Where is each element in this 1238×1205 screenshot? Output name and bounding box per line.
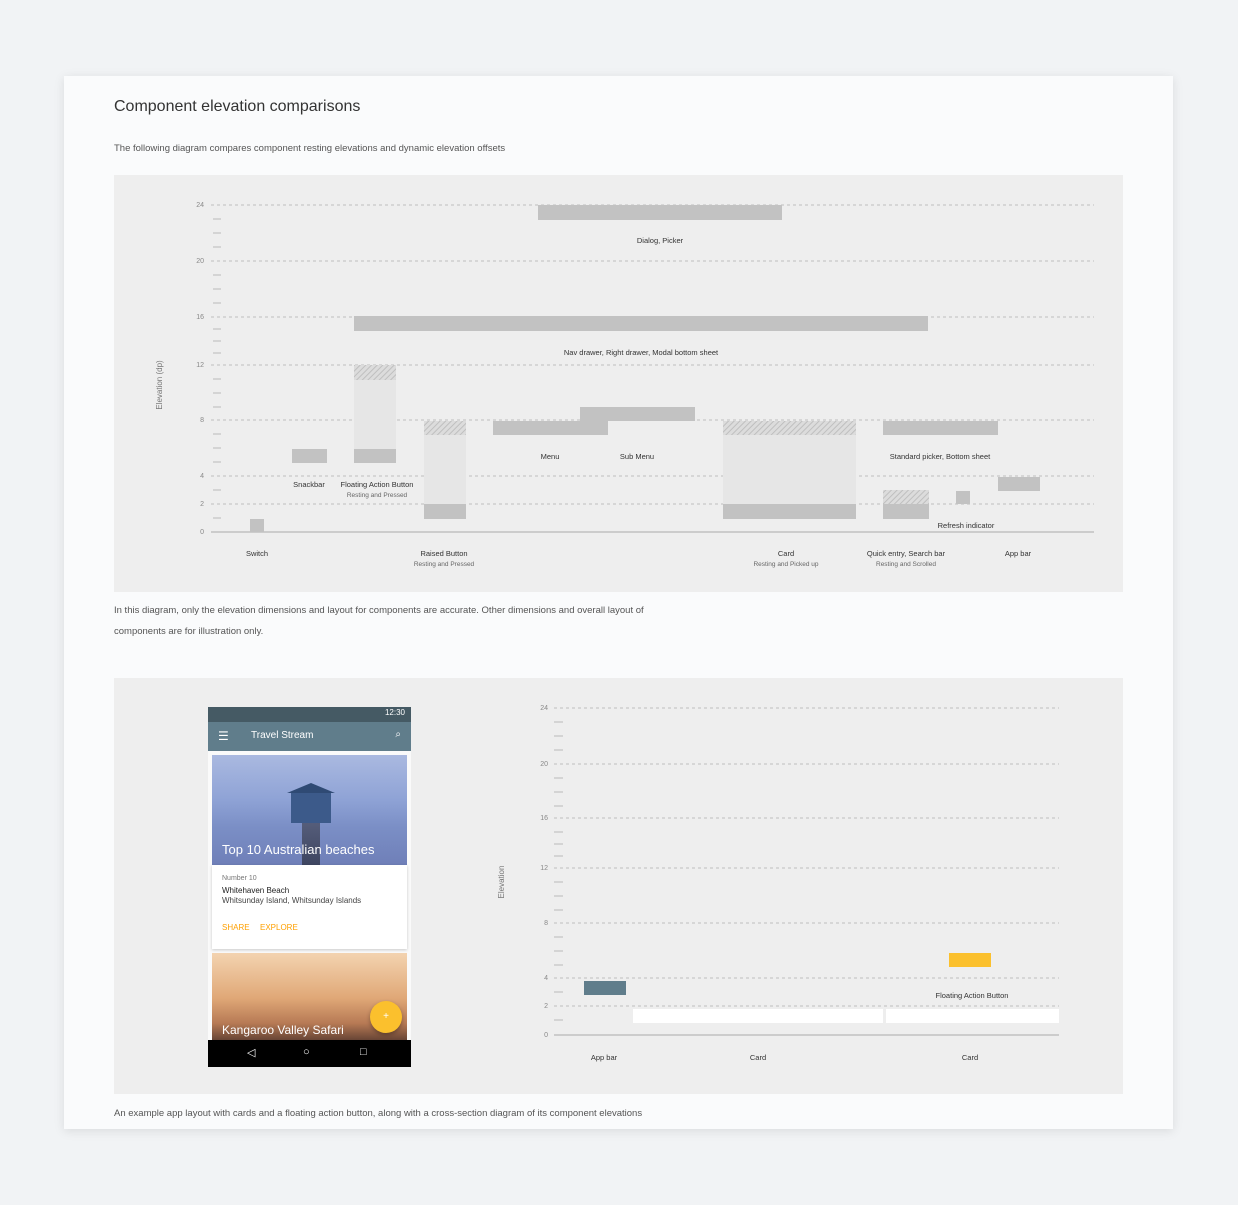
bar-bottom-sheet — [883, 421, 998, 435]
x-label-card: Card — [777, 549, 795, 558]
y-tick: 24 — [196, 202, 204, 209]
share-button[interactable]: SHARE — [222, 923, 250, 932]
annotation-fab: Floating Action Button — [340, 480, 414, 489]
status-time: 12:30 — [384, 708, 405, 717]
x-label-2-card: Card — [749, 1053, 767, 1062]
bar-fab-2 — [949, 953, 991, 967]
y-tick-2: 0 — [544, 1032, 548, 1039]
x-label-2-card: Card — [961, 1053, 979, 1062]
card1-image[interactable] — [212, 755, 407, 865]
elevation-chart — [114, 175, 1123, 592]
bar-raised-button-resting — [424, 504, 466, 519]
menu-icon[interactable]: ☰ — [218, 729, 229, 743]
annotation-snackbar: Snackbar — [293, 480, 325, 489]
annotation-refresh: Refresh indicator — [937, 521, 995, 530]
annotation-dialog: Dialog, Picker — [636, 236, 684, 245]
y-tick-2: 2 — [544, 1003, 548, 1010]
caption-line-2: components are for illustration only. — [114, 626, 264, 637]
bar-menu — [493, 421, 608, 435]
y-tick-2: 20 — [540, 761, 548, 768]
minor-ticks — [213, 219, 221, 518]
y-tick: 12 — [196, 362, 204, 369]
status-bar — [208, 707, 411, 722]
bar-switch — [250, 519, 264, 532]
fab-label-2: Floating Action Button — [935, 991, 1009, 1000]
dynamic-offsets — [354, 365, 929, 504]
card1-line3: Whitsunday Island, Whitsunday Islands — [222, 896, 362, 905]
card1-body — [212, 865, 407, 949]
recent-apps-icon[interactable]: □ — [360, 1046, 367, 1058]
caption-2: An example app layout with cards and a floating action button, along with a cross-section diagram of its component elevations — [114, 1108, 643, 1119]
bar-search-resting — [883, 504, 929, 519]
bar-refresh — [956, 491, 970, 504]
y-tick: 16 — [196, 314, 204, 321]
search-icon[interactable]: ⌕ — [395, 729, 401, 740]
y-axis-label-2: Elevation — [497, 865, 506, 899]
cross-section-chart — [494, 678, 1094, 1094]
section-title: Component elevation comparisons — [114, 98, 361, 115]
phone-mockup — [208, 707, 411, 1067]
back-icon[interactable]: ◁ — [247, 1047, 256, 1059]
content-card — [64, 76, 1173, 1129]
x-sublabel-search: Resting and Scrolled — [876, 561, 936, 568]
x-label-search: Quick entry, Search bar — [866, 549, 946, 558]
nav-bar — [208, 1040, 411, 1067]
app-bar-title: Travel Stream — [251, 730, 314, 741]
x-label-raised-button: Raised Button — [420, 549, 468, 558]
card2-image-title: Kangaroo Valley Safari — [222, 1023, 344, 1037]
bar-snackbar — [292, 449, 327, 463]
elevation-chart-panel — [114, 175, 1123, 592]
caption-line-1: In this diagram, only the elevation dimensions and layout for components are accurate. Other dimensions and overall layout of — [114, 605, 644, 616]
y-tick: 8 — [200, 417, 204, 424]
example-panel — [114, 678, 1123, 1094]
x-sublabel-card: Resting and Picked up — [753, 561, 819, 568]
intro-text: The following diagram compares component resting elevations and dynamic elevation offsets — [114, 143, 506, 154]
card1-image-title: Top 10 Australian beaches — [222, 842, 375, 857]
y-axis-label: Elevation (dp) — [155, 360, 164, 410]
bar-nav-drawer — [354, 316, 928, 331]
x-label-app-bar: App bar — [1004, 549, 1032, 558]
annotation-nav-drawer: Nav drawer, Right drawer, Modal bottom sheet — [563, 348, 719, 357]
bar-app-bar — [998, 477, 1040, 491]
bar-dialog — [538, 205, 782, 220]
y-tick: 0 — [200, 529, 204, 536]
bar-app-bar-2 — [584, 981, 626, 995]
bar-card-resting — [723, 504, 856, 519]
card1-line2: Whitehaven Beach — [222, 886, 290, 895]
card1-line1: Number 10 — [222, 875, 257, 882]
app-bar — [208, 722, 411, 751]
bar-card-2a — [633, 1009, 883, 1023]
floating-action-button[interactable]: + — [370, 1001, 402, 1033]
y-tick-2: 8 — [544, 920, 548, 927]
bar-submenu — [580, 407, 695, 421]
y-tick-2: 24 — [540, 705, 548, 712]
x-sublabel-raised-button: Resting and Pressed — [413, 561, 475, 568]
home-icon[interactable]: ○ — [303, 1046, 310, 1058]
explore-button[interactable]: EXPLORE — [260, 923, 298, 932]
annotation-fab-sub: Resting and Pressed — [346, 492, 408, 499]
y-tick-2: 12 — [540, 865, 548, 872]
y-tick: 4 — [200, 473, 204, 480]
y-tick: 20 — [196, 258, 204, 265]
y-tick-2: 4 — [544, 975, 548, 982]
y-tick-2: 16 — [540, 815, 548, 822]
boathouse-image — [291, 793, 331, 823]
x-label-2-app-bar: App bar — [590, 1053, 618, 1062]
y-tick: 2 — [200, 501, 204, 508]
bar-card-2b — [886, 1009, 1059, 1023]
annotation-submenu: Sub Menu — [619, 452, 655, 461]
annotation-menu: Menu — [540, 452, 560, 461]
x-label-switch: Switch — [245, 549, 269, 558]
bar-fab-resting — [354, 449, 396, 463]
annotation-bottom-sheet: Standard picker, Bottom sheet — [889, 452, 991, 461]
